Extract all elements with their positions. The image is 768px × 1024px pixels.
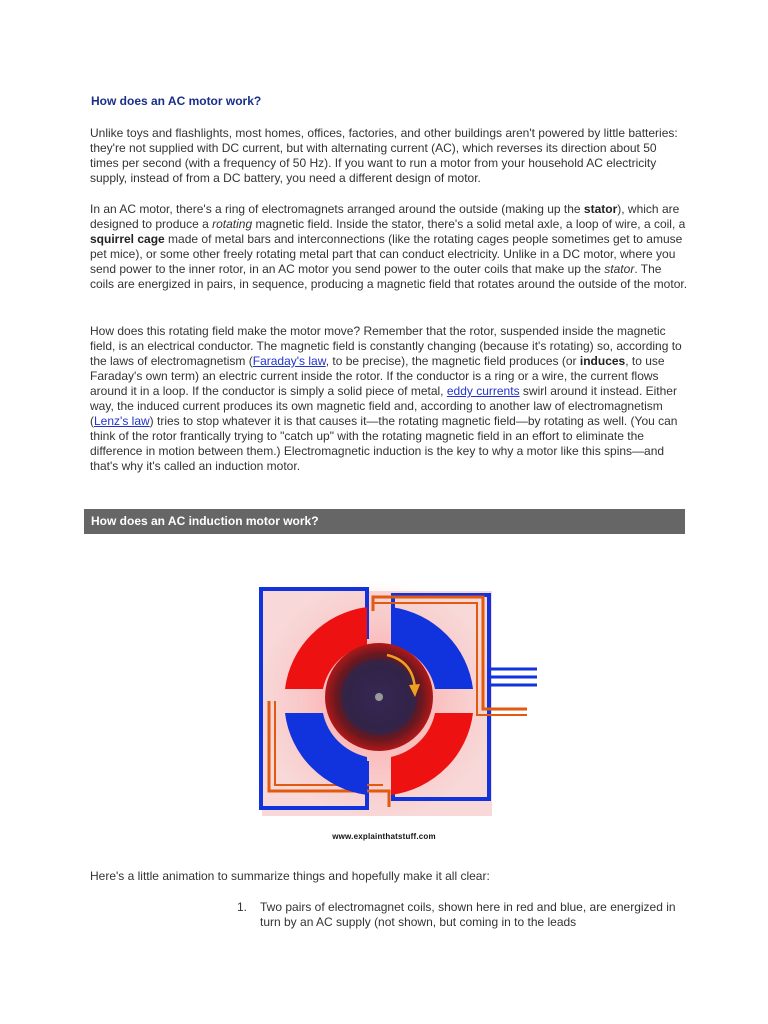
figure-credit: www.explainthatstuff.com — [332, 832, 436, 841]
link-eddy-currents[interactable]: eddy currents — [446, 384, 520, 398]
text: In an AC motor, there's a ring of electromagnets arranged around the outside (making up the — [90, 202, 584, 216]
list-number: 1. — [237, 900, 248, 914]
animation-intro: Here's a little animation to summarize things and hopefully make it all clear: — [90, 869, 490, 883]
rotor-axle — [375, 693, 383, 701]
text: , to use Faraday's own term) an electric current inside the rotor. If the conductor is a ring or a wire, the current flows around it in a loop. If the conductor is simply a solid piece of metal, — [90, 354, 665, 398]
text: made of metal bars and interconnections (like the rotating cages people sometimes get to amuse pet mice), or some other freely rotating metal part that can conduct electricity. Unlike in a DC motor, where you send power to the inner rotor, in an AC motor you send power to the outer coils that make up the — [90, 232, 683, 276]
article-heading: How does an AC motor work? — [91, 94, 262, 108]
text: ), which are designed to produce a — [90, 202, 680, 231]
text: , to be precise), the magnetic field produces (or — [325, 354, 580, 368]
paragraph-ac-motor — [90, 202, 688, 292]
term-stator: stator — [583, 202, 618, 216]
term-induces: induces — [579, 354, 626, 368]
link-lenzs-law[interactable]: Lenz's law — [94, 414, 150, 428]
paragraph-ac-supply: Unlike toys and flashlights, most homes, offices, factories, and other buildings aren't powered by little batteries: they're not supplied with DC current, but with alternating current (AC), which reverses its direction about 50 times per second (with a frequency of 50 Hz). If you want to run a motor from your household AC electricity supply, instead of from a DC battery, you need a different design of motor. — [90, 126, 678, 185]
blue-leads — [489, 669, 537, 685]
paragraph-induction — [90, 324, 688, 474]
section-banner: How does an AC induction motor work? — [84, 509, 685, 534]
text: magnetic field. Inside the stator, there's a solid metal axle, a loop of wire, a coil, a — [252, 217, 686, 231]
list-text: Two pairs of electromagnet coils, shown here in red and blue, are energized in turn by an AC supply (not shown, but coming in to the leads — [260, 900, 676, 929]
text: ) tries to stop whatever it is that causes it—the rotating magnetic field—by rotating as well. (You can think of the rotor frantically trying to "catch up" with the rotating magnetic field in an effort to eliminate the difference in motion between them.) Electromagnetic induction is the key to why a motor like this spins—and that's why it's called an induction motor. — [90, 414, 678, 473]
motor-diagram — [217, 551, 551, 851]
term-squirrel-cage: squirrel cage — [90, 232, 165, 246]
emphasis-stator: stator — [604, 262, 635, 276]
emphasis-rotating: rotating — [212, 217, 253, 231]
induction-motor-illustration — [217, 551, 551, 851]
link-faradays-law[interactable]: Faraday's law — [252, 354, 326, 368]
text: . The coils are energized in pairs, in sequence, producing a magnetic field that rotates around the outside of the motor. — [90, 262, 688, 291]
text: How does this rotating field make the motor move? Remember that the rotor, suspended inside the magnetic field, is an electrical conductor. The magnetic field is constantly changing (because it's rotating) so, according to the laws of electromagnetism ( — [90, 324, 682, 368]
text: swirl around it instead. Either way, the induced current produces its own magnetic field and, according to another law of electromagnetism ( — [90, 384, 677, 428]
